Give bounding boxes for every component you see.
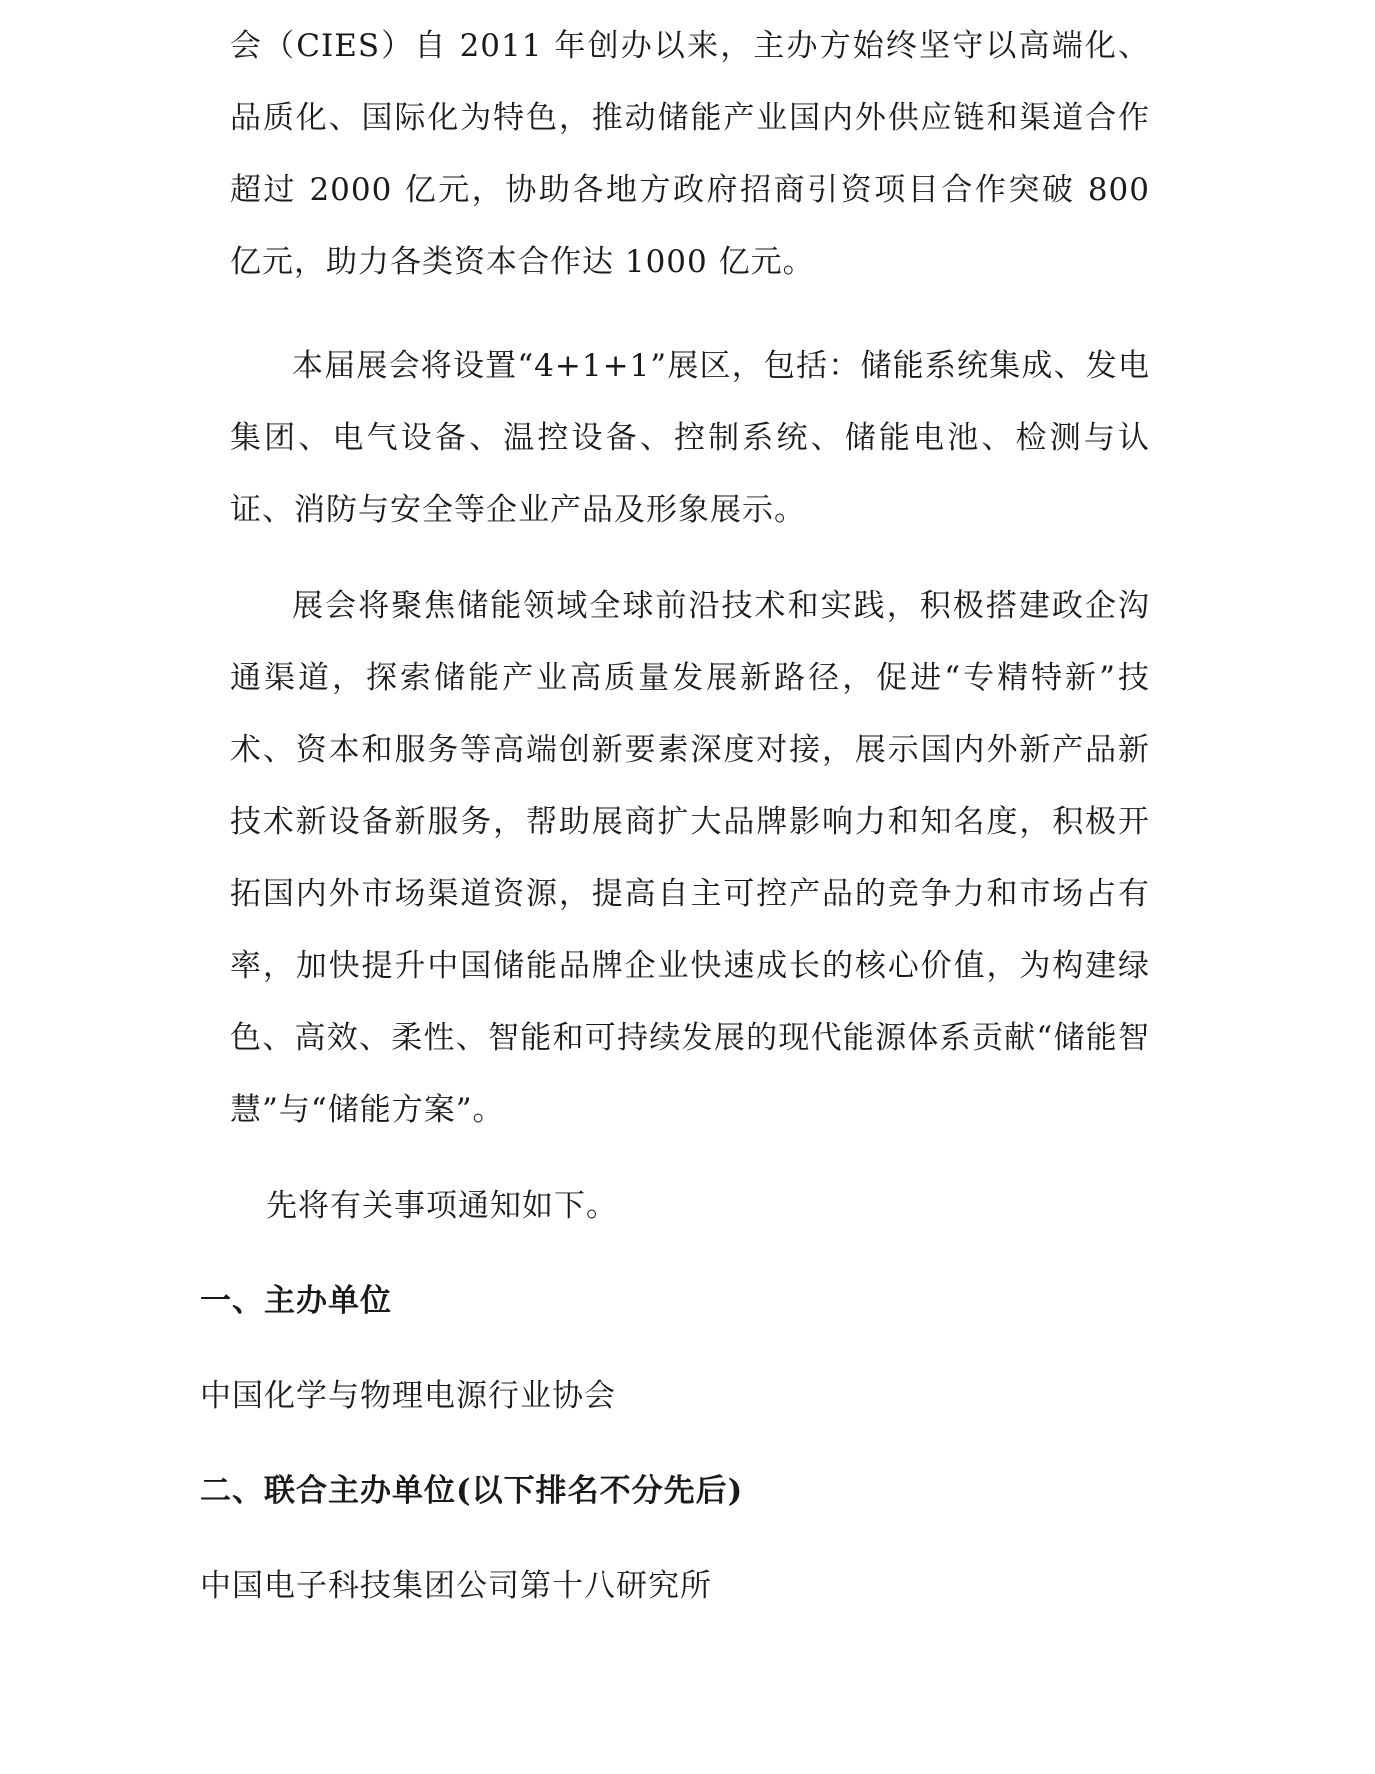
- co-organizer-name: 中国电子科技集团公司第十八研究所: [200, 1568, 712, 1604]
- paragraph-intro-continuation: 会（CIES）自 2011 年创办以来，主办方始终坚守以高端化、品质化、国际化为特色，推动储能产业国内外供应链和渠道合作超过 2000 亿元，协助各地方政府招商引资项目合作突破 800 亿元，助力各类资本合作达 1000 亿元。: [230, 28, 1150, 280]
- paragraph-exhibition-zones: 本届展会将设置“4+1+1”展区，包括：储能系统集成、发电集团、电气设备、温控设备、控制系统、储能电池、检测与认证、消防与安全等企业产品及形象展示。: [230, 348, 1150, 528]
- organizer-name: 中国化学与物理电源行业协会: [200, 1378, 616, 1414]
- paragraph-exhibition-focus: 展会将聚焦储能领域全球前沿技术和实践，积极搭建政企沟通渠道，探索储能产业高质量发展新路径，促进“专精特新”技术、资本和服务等高端创新要素深度对接，展示国内外新产品新技术新设备新服务，帮助展商扩大品牌影响力和知名度，积极开拓国内外市场渠道资源，提高自主可控产品的竞争力和市场占有率，加快提升中国储能品牌企业快速成长的核心价值，为构建绿色、高效、柔性、智能和可持续发展的现代能源体系贡献“储能智慧”与“储能方案”。: [230, 588, 1150, 1128]
- section-heading-co-organizers: 二、联合主办单位(以下排名不分先后): [200, 1473, 744, 1509]
- notice-line: 先将有关事项通知如下。: [266, 1188, 618, 1224]
- section-heading-organizer: 一、主办单位: [200, 1283, 392, 1319]
